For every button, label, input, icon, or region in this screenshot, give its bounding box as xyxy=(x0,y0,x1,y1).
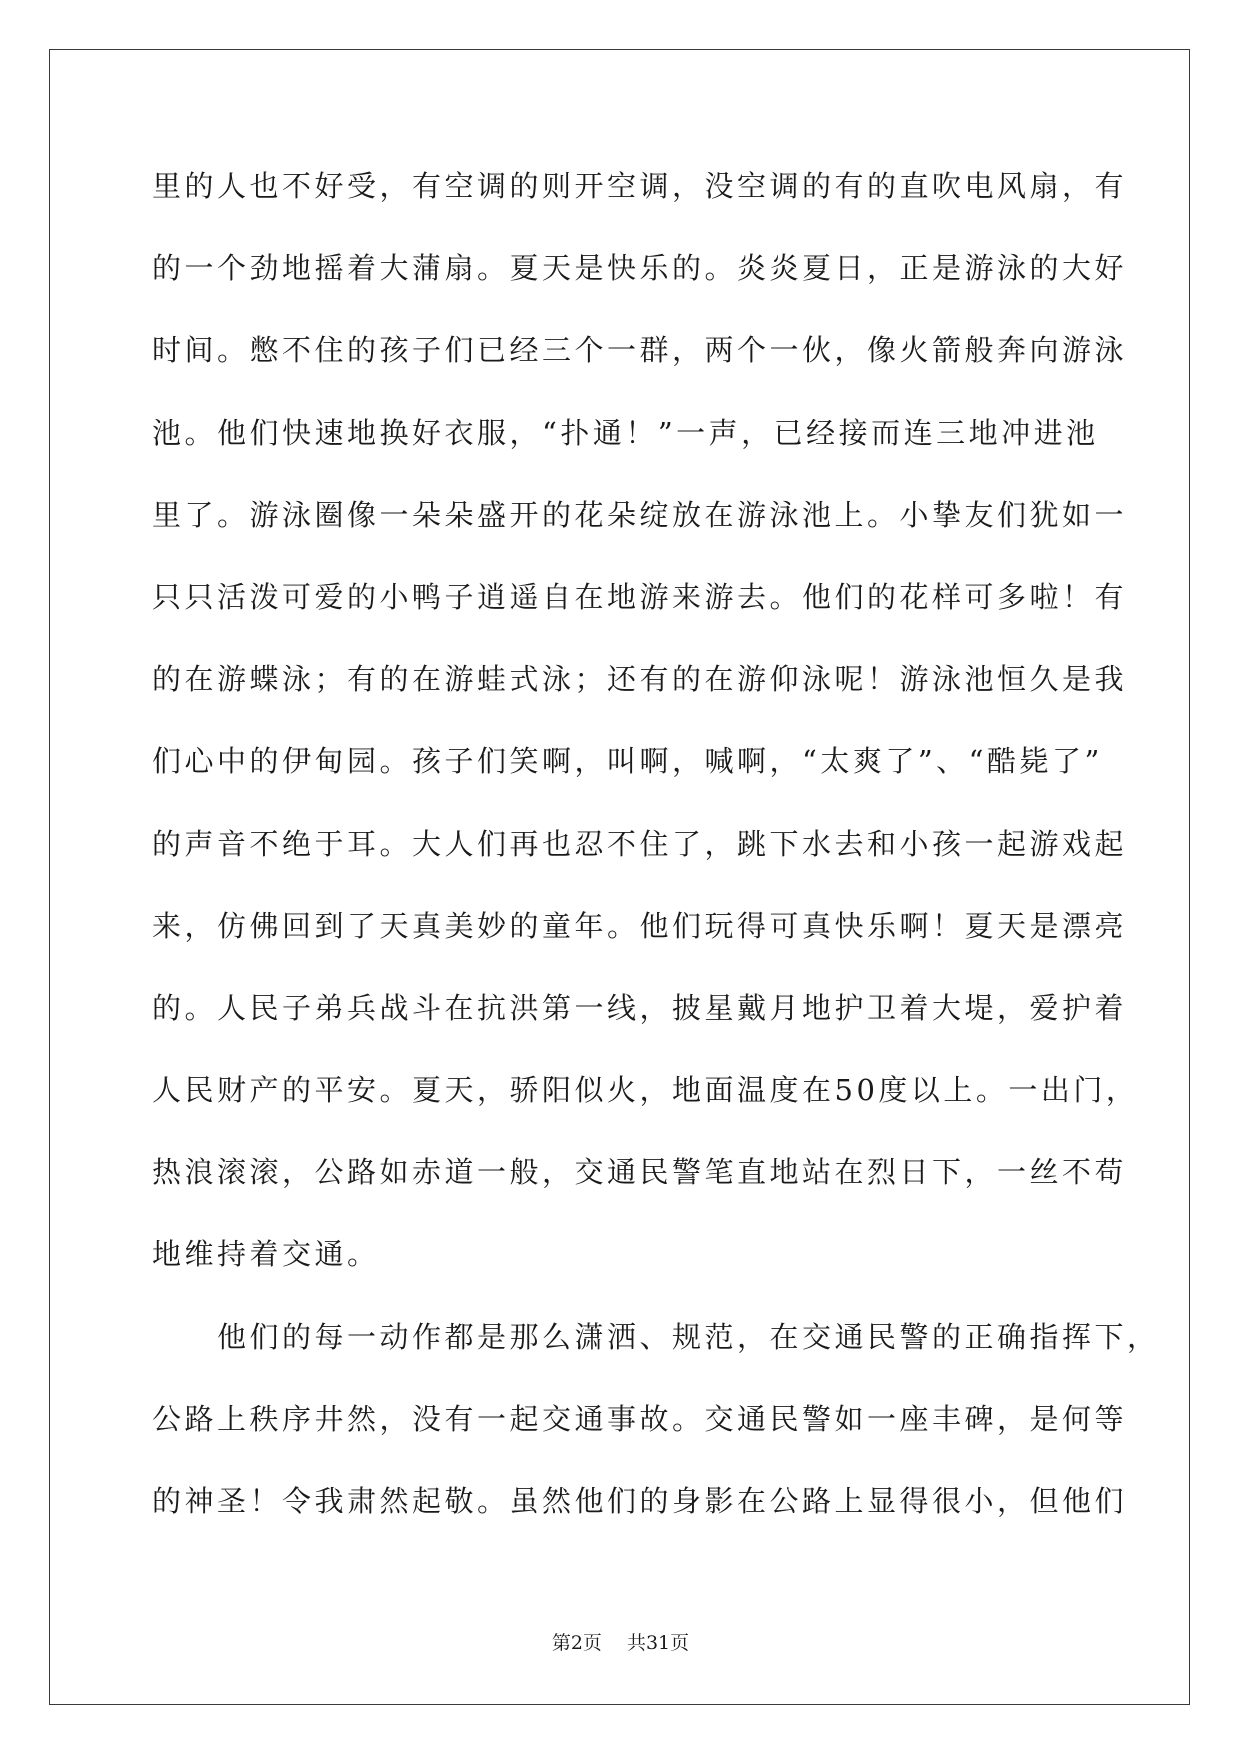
text-line: 来，仿佛回到了天真美妙的童年。他们玩得可真快乐啊！夏天是漂亮 xyxy=(152,908,1128,943)
text-line: 时间。憋不住的孩子们已经三个一群，两个一伙，像火箭般奔向游泳 xyxy=(152,333,1128,368)
text-line: 的一个劲地摇着大蒲扇。夏天是快乐的。炎炎夏日，正是游泳的大好 xyxy=(152,251,1128,286)
text-line: 里的人也不好受，有空调的则开空调，没空调的有的直吹电风扇，有 xyxy=(152,169,1128,203)
text-line: 的在游蝶泳；有的在游蛙式泳；还有的在游仰泳呢！游泳池恒久是我 xyxy=(152,662,1128,697)
text-line: 的。人民子弟兵战斗在抗洪第一线，披星戴月地护卫着大堤，爱护着 xyxy=(152,990,1128,1025)
text-line: 他们的每一动作都是那么潇洒、规范，在交通民警的正确指挥下， xyxy=(152,1319,1160,1354)
text-line: 地维持着交通。 xyxy=(152,1237,380,1272)
text-line: 的神圣！令我肃然起敬。虽然他们的身影在公路上显得很小，但他们 xyxy=(152,1484,1128,1518)
text-line: 的声音不绝于耳。大人们再也忍不住了，跳下水去和小孩一起游戏起 xyxy=(152,826,1128,861)
text-line: 人民财产的平安。夏天，骄阳似火，地面温度在50度以上。一出门， xyxy=(152,1073,1139,1108)
text-line: 热浪滚滚，公路如赤道一般，交通民警笔直地站在烈日下，一丝不苟 xyxy=(152,1155,1128,1190)
text-line: 池。他们快速地换好衣服，“扑通！”一声，已经接而连三地冲进池 xyxy=(152,415,1099,450)
page-number-footer: 第2页 共31页 xyxy=(551,1632,690,1654)
document-body xyxy=(152,166,1160,1563)
text-line: 里了。游泳圈像一朵朵盛开的花朵绽放在游泳池上。小挚友们犹如一 xyxy=(152,497,1128,532)
text-line: 只只活泼可爱的小鸭子逍遥自在地游来游去。他们的花样可多啦！有 xyxy=(152,579,1128,614)
text-line: 们心中的伊甸园。孩子们笑啊，叫啊，喊啊，“太爽了”、“酷毙了” xyxy=(152,744,1103,779)
text-line: 公路上秩序井然，没有一起交通事故。交通民警如一座丰碑，是何等 xyxy=(152,1401,1128,1436)
